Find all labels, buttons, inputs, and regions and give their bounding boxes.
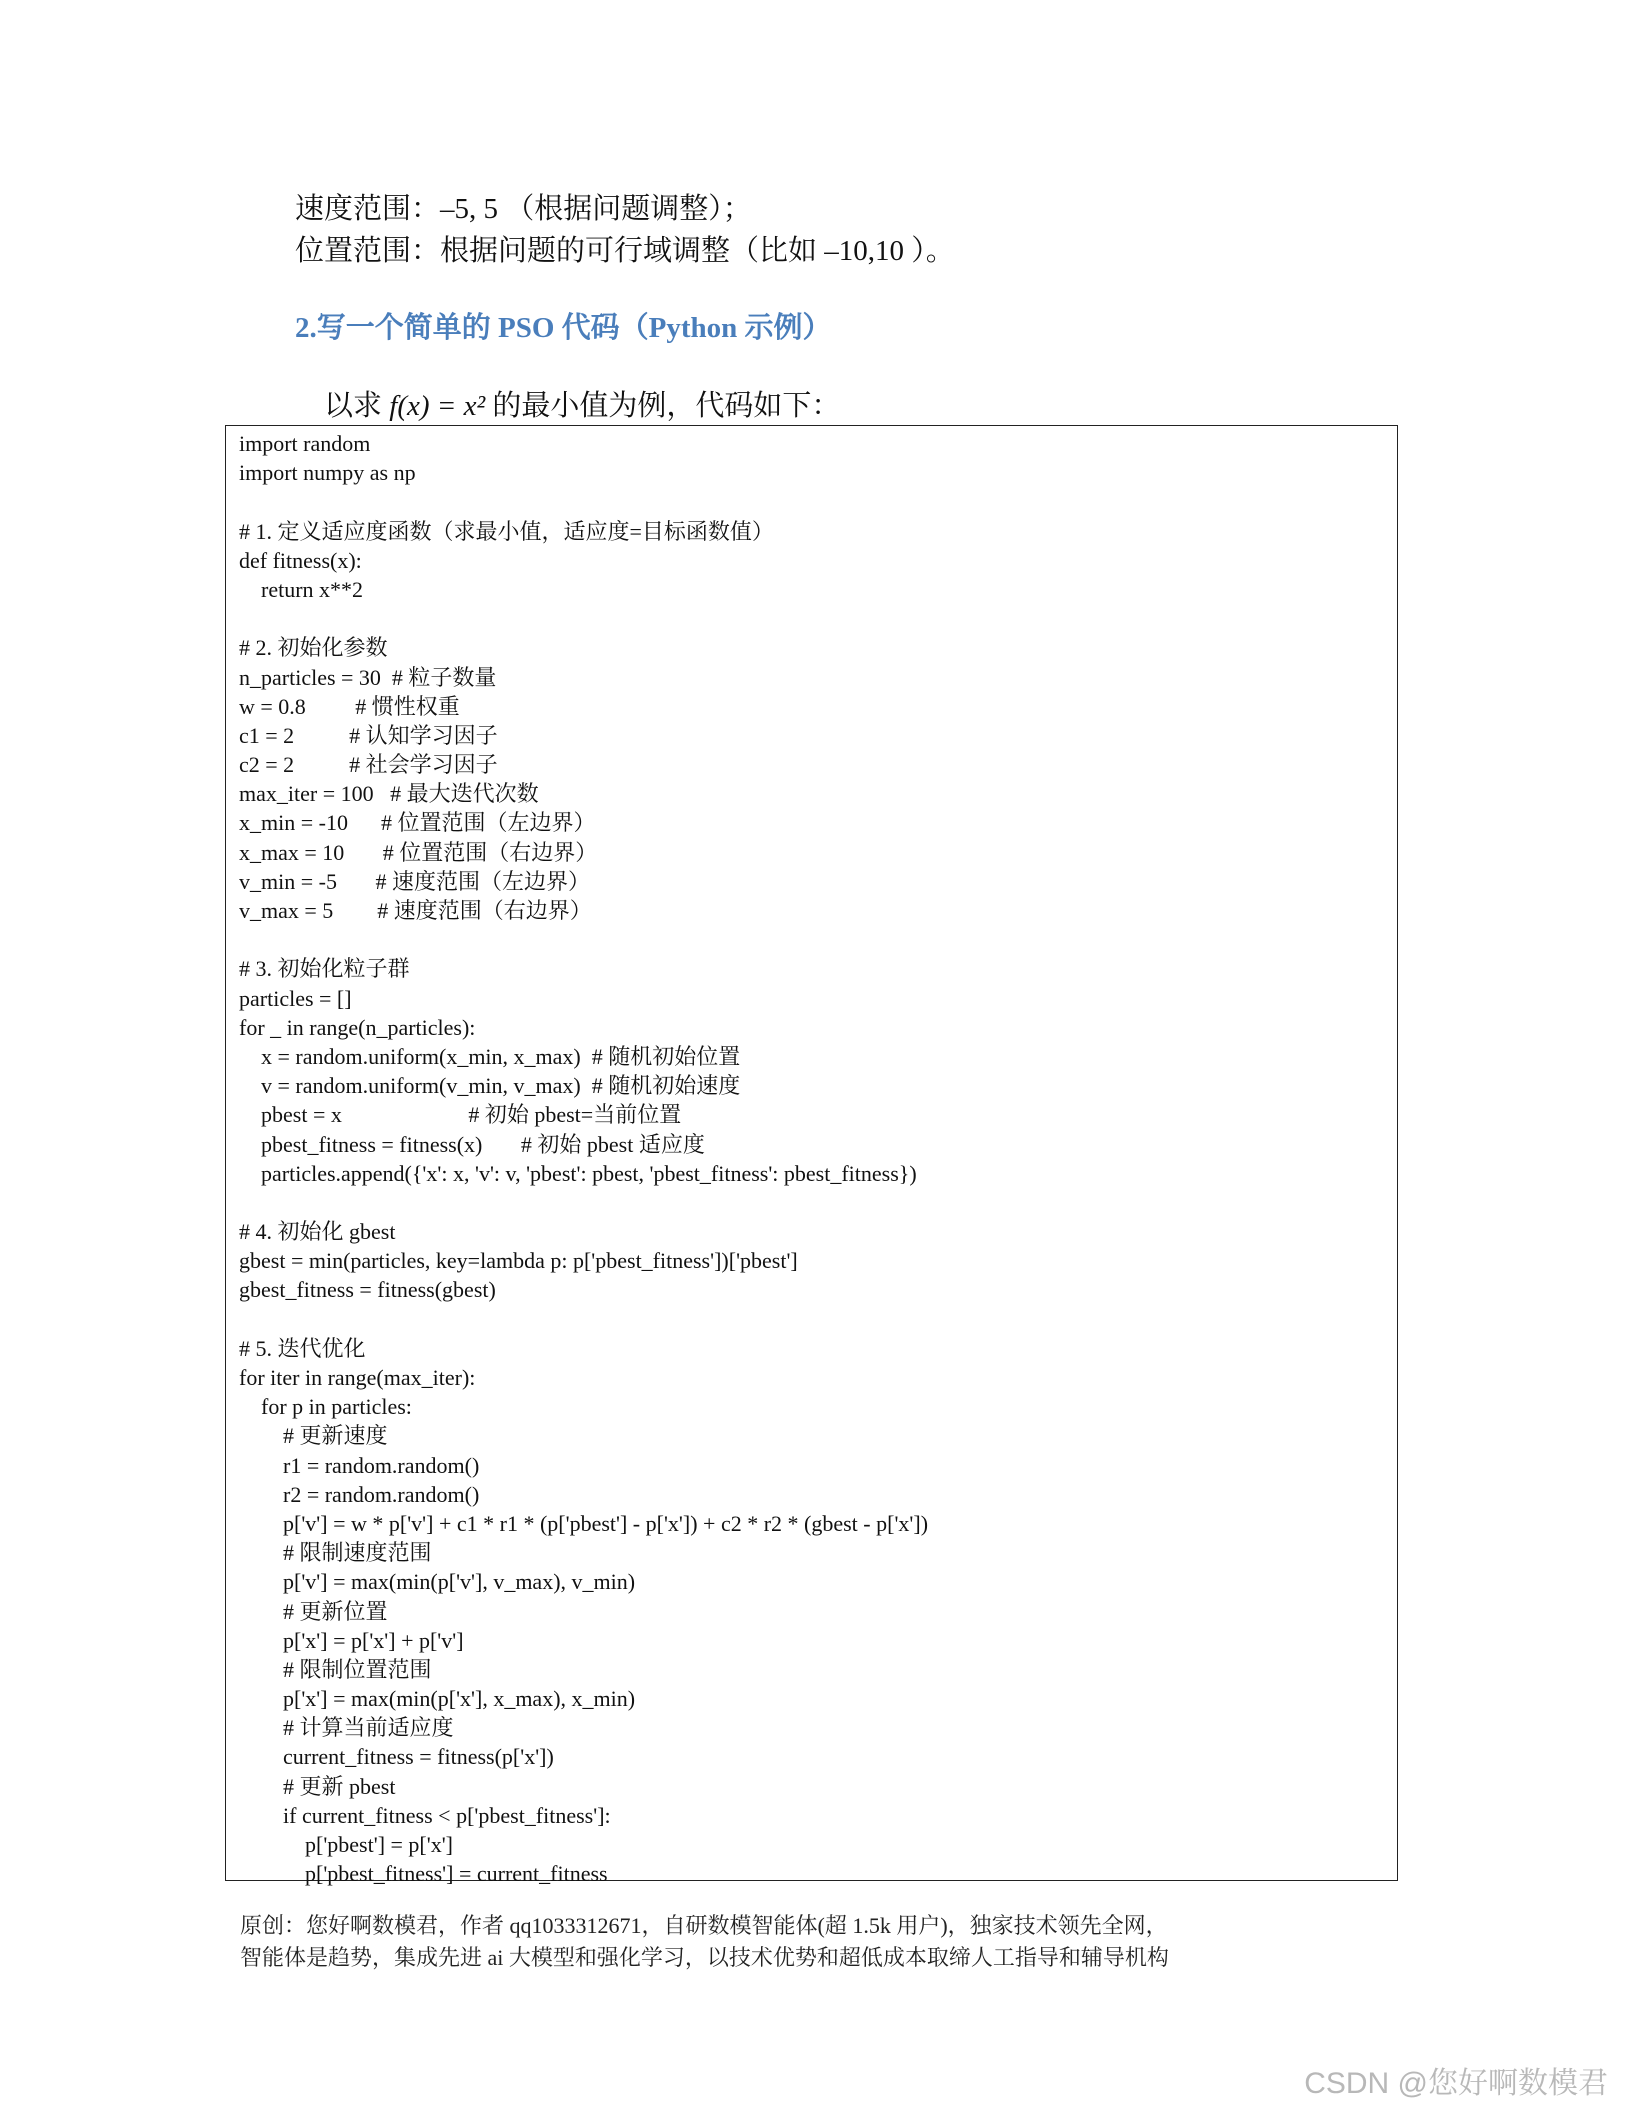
code-line: # 限制速度范围 — [239, 1540, 432, 1566]
code-line: import numpy as np — [239, 460, 416, 486]
code-line: # 计算当前适应度 — [239, 1715, 454, 1741]
intro-formula: f(x) = x² — [389, 390, 486, 422]
code-line: # 3. 初始化粒子群 — [239, 956, 410, 982]
code-line: v_min = -5 # 速度范围（左边界） — [239, 868, 590, 894]
code-line: for _ in range(n_particles): — [239, 1014, 476, 1040]
code-line: v_max = 5 # 速度范围（右边界） — [239, 898, 592, 923]
speed-range-text: 速度范围：–5, 5 （根据问题调整）； — [295, 193, 752, 225]
code-line: p['v'] = w * p['v'] + c1 * r1 * (p['pbest'] - p['x']) + c2 * r2 * (gbest - p['x']) — [239, 1510, 929, 1536]
code-line — [239, 604, 928, 633]
code-line: pbest_fitness = fitness(x) # 初始 pbest 适应度 — [239, 1131, 705, 1157]
code-block — [225, 425, 1398, 1887]
code-line: # 2. 初始化参数 — [239, 635, 388, 661]
code-line: current_fitness = fitness(p['x']) — [239, 1744, 554, 1770]
code-line: n_particles = 30 # 粒子数量 — [239, 664, 497, 690]
code-line: r2 = random.random() — [239, 1481, 480, 1507]
code-line: if current_fitness < p['pbest_fitness']: — [239, 1802, 611, 1828]
code-content — [239, 429, 928, 1888]
csdn-watermark: CSDN @您好啊数模君 — [1304, 2067, 1608, 2100]
code-line: x_min = -10 # 位置范围（左边界） — [239, 810, 596, 836]
code-line: p['x'] = max(min(p['x'], x_max), x_min) — [239, 1686, 636, 1712]
code-line: def fitness(x): — [239, 547, 362, 573]
code-line: gbest = min(particles, key=lambda p: p['pbest_fitness'])['pbest'] — [239, 1248, 798, 1274]
footer-line-2: 智能体是趋势，集成先进 ai 大模型和强化学习，以技术优势和超低成本取缔人工指导和辅导机构 — [240, 1945, 1169, 1970]
code-line: for p in particles: — [239, 1394, 412, 1420]
code-line: particles = [] — [239, 985, 352, 1011]
code-line: # 更新 pbest — [239, 1773, 396, 1799]
code-line: particles.append({'x': x, 'v': v, 'pbest': pbest, 'pbest_fitness': pbest_fitness}) — [239, 1160, 917, 1186]
code-line: # 1. 定义适应度函数（求最小值，适应度=目标函数值） — [239, 518, 774, 544]
code-line: r1 = random.random() — [239, 1452, 480, 1478]
code-line — [239, 1305, 928, 1334]
code-line — [239, 487, 928, 516]
code-line: p['x'] = p['x'] + p['v'] — [239, 1627, 464, 1653]
section-heading: 2.写一个简单的 PSO 代码（Python 示例） — [295, 312, 832, 344]
code-line: p['pbest_fitness'] = current_fitness — [239, 1861, 608, 1887]
intro-prefix: 以求 — [324, 390, 390, 422]
code-line: max_iter = 100 # 最大迭代次数 — [239, 781, 539, 807]
intro-suffix: 的最小值为例，代码如下： — [485, 390, 841, 422]
code-line: p['pbest'] = p['x'] — [239, 1832, 454, 1857]
code-line — [239, 925, 928, 954]
code-line: # 限制位置范围 — [239, 1656, 432, 1682]
code-line: p['v'] = max(min(p['v'], v_max), v_min) — [239, 1569, 636, 1595]
code-line: # 更新速度 — [239, 1423, 388, 1449]
code-line — [239, 1188, 928, 1217]
footer-line-1: 原创：您好啊数模君，作者 qq1033312671，自研数模智能体(超 1.5k 用户)，独家技术领先全网， — [240, 1913, 1168, 1938]
position-range-text: 位置范围：根据问题的可行域调整（比如 –10,10 ）。 — [295, 235, 955, 267]
code-line: c1 = 2 # 认知学习因子 — [239, 722, 498, 748]
code-line: c2 = 2 # 社会学习因子 — [239, 752, 498, 778]
code-line: gbest_fitness = fitness(gbest) — [239, 1277, 496, 1303]
code-line: v = random.uniform(v_min, v_max) # 随机初始速度 — [239, 1073, 741, 1099]
code-line: import random — [239, 431, 371, 456]
code-line: # 4. 初始化 gbest — [239, 1219, 396, 1245]
code-line: pbest = x # 初始 pbest=当前位置 — [239, 1102, 682, 1128]
code-line: return x**2 — [239, 576, 364, 602]
code-line: x_max = 10 # 位置范围（右边界） — [239, 839, 598, 865]
code-line: w = 0.8 # 惯性权重 — [239, 693, 460, 719]
code-line: # 更新位置 — [239, 1598, 388, 1624]
code-line: for iter in range(max_iter): — [239, 1365, 476, 1390]
code-line: # 5. 迭代优化 — [239, 1335, 366, 1361]
code-line: x = random.uniform(x_min, x_max) # 随机初始位置 — [239, 1043, 741, 1069]
